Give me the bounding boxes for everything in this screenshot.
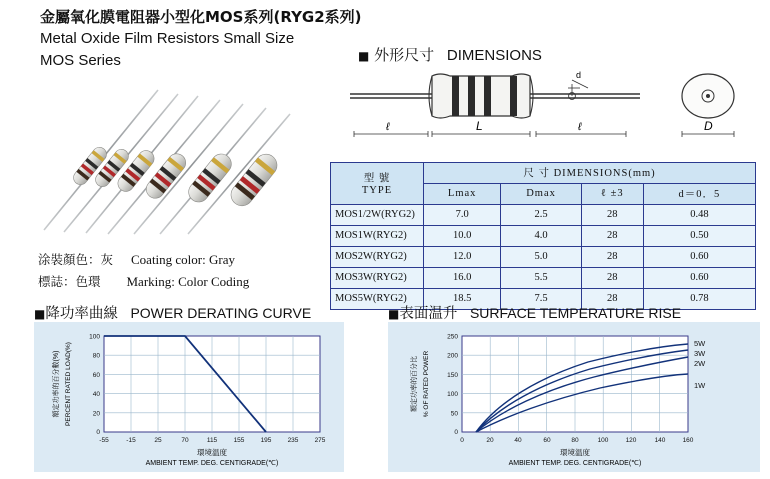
svg-text:140: 140: [654, 437, 666, 444]
derating-heading-en: POWER DERATING CURVE: [130, 305, 312, 321]
label-L: L: [476, 119, 483, 133]
coating-color-en: Coating color: Gray: [131, 252, 235, 267]
cell-d: 0.60: [643, 268, 755, 289]
page-title-english-line2: MOS Series: [40, 52, 121, 69]
dimension-drawing: [340, 62, 760, 152]
table-header-row-1: [331, 163, 756, 184]
svg-text:0: 0: [460, 437, 464, 444]
cell-lmax: 16.0: [424, 268, 501, 289]
cell-lmax: 7.0: [424, 205, 501, 226]
cell-type: MOS1W(RYG2): [331, 226, 424, 247]
cell-dmax: 4.0: [501, 226, 581, 247]
svg-text:-55: -55: [99, 437, 109, 444]
svg-text:20: 20: [92, 410, 100, 418]
cell-l: 28: [581, 226, 643, 247]
derating-heading-cn: 降功率曲線: [45, 306, 118, 322]
power-derating-chart: [34, 322, 344, 472]
svg-text:100: 100: [89, 333, 100, 341]
label-D: D: [704, 119, 713, 133]
svg-text:195: 195: [260, 437, 272, 444]
svg-text:160: 160: [682, 437, 694, 444]
label-l-right: ℓ: [578, 121, 582, 133]
svg-text:150: 150: [447, 371, 458, 379]
derating-xlabel-cn: 環境温度: [197, 448, 227, 457]
bullet-square-icon: ■: [358, 49, 370, 63]
marking-cn: 標誌：色環: [38, 274, 101, 289]
svg-text:120: 120: [625, 437, 637, 444]
svg-text:100: 100: [447, 391, 458, 399]
cell-dmax: 2.5: [501, 205, 581, 226]
svg-text:80: 80: [92, 352, 100, 360]
cell-l: 28: [581, 289, 643, 310]
dimensions-heading-en: DIMENSIONS: [446, 47, 542, 64]
cell-type: MOS2W(RYG2): [331, 247, 424, 268]
cell-l: 28: [581, 268, 643, 289]
cell-type: MOS5W(RYG2): [331, 289, 424, 310]
cell-type: MOS1/2W(RYG2): [331, 205, 424, 226]
svg-text:-15: -15: [126, 437, 136, 444]
header-dimensions-group: 尺 寸 DIMENSIONS(mm): [424, 163, 756, 184]
temprise-heading: [388, 302, 681, 323]
temprise-xlabel-en: AMBIENT TEMP. DEG. CENTIGRADE(℃): [508, 460, 642, 467]
temprise-heading-en: SURFACE TEMPERATURE RISE: [469, 305, 682, 321]
svg-text:0: 0: [96, 429, 100, 436]
svg-text:250: 250: [447, 333, 458, 341]
header-lmax: Lmax: [424, 184, 501, 205]
derating-heading: [34, 302, 311, 323]
label-l-left: ℓ: [386, 121, 390, 133]
cell-l: 28: [581, 247, 643, 268]
svg-text:155: 155: [233, 437, 245, 444]
header-dmax: Dmax: [501, 184, 581, 205]
cell-lmax: 10.0: [424, 226, 501, 247]
coating-color-note: [38, 250, 235, 268]
header-d: d＝0．5: [643, 184, 755, 205]
product-photo: [38, 72, 328, 237]
derating-xlabel-en: AMBIENT TEMP. DEG. CENTIGRADE(℃): [145, 460, 279, 467]
temprise-ylabel-cn: 額定功率的百分比: [411, 356, 418, 412]
header-type-en: TYPE: [361, 185, 393, 196]
cell-lmax: 12.0: [424, 247, 501, 268]
cell-type: MOS3W(RYG2): [331, 268, 424, 289]
svg-text:25: 25: [154, 437, 162, 444]
cell-lmax: 18.5: [424, 289, 501, 310]
svg-text:60: 60: [92, 371, 100, 379]
svg-text:275: 275: [314, 437, 326, 444]
svg-text:80: 80: [571, 437, 579, 444]
svg-text:235: 235: [287, 437, 299, 444]
temprise-heading-cn: 表面温升: [399, 306, 458, 322]
svg-text:60: 60: [543, 437, 551, 444]
legend-2w: 2W: [694, 359, 706, 368]
page-title-chinese: 金屬氧化膜電阻器小型化MOS系列(RYG2系列): [40, 8, 362, 26]
coating-color-cn: 涂裝顏色：灰: [38, 252, 114, 267]
header-l: ℓ ±3: [581, 184, 643, 205]
cell-d: 0.60: [643, 247, 755, 268]
table-row: [331, 205, 756, 226]
bullet-square-icon: ■: [388, 307, 400, 321]
cell-d: 0.78: [643, 289, 755, 310]
cell-dmax: 5.0: [501, 247, 581, 268]
header-type: [331, 163, 424, 205]
chart-legend: [694, 339, 706, 390]
cell-l: 28: [581, 205, 643, 226]
svg-text:40: 40: [92, 391, 100, 399]
svg-text:200: 200: [447, 352, 458, 360]
cell-dmax: 5.5: [501, 268, 581, 289]
svg-text:115: 115: [206, 437, 218, 444]
svg-text:70: 70: [181, 437, 189, 444]
table-row: [331, 268, 756, 289]
surface-temperature-rise-chart: [388, 322, 760, 472]
table-row: [331, 247, 756, 268]
marking-en: Marking: Color Coding: [126, 274, 250, 289]
svg-text:100: 100: [597, 437, 609, 444]
svg-text:20: 20: [486, 437, 494, 444]
derating-ylabel-cn: 額定功率的百分數(%): [53, 350, 60, 418]
derating-ylabel-en: PERCENT RATED LOAD(%): [65, 342, 72, 426]
temprise-xlabel-cn: 環境温度: [560, 448, 590, 457]
svg-text:50: 50: [450, 410, 458, 418]
page-title-english-line1: Metal Oxide Film Resistors Small Size: [40, 30, 295, 47]
cell-dmax: 7.5: [501, 289, 581, 310]
dimensions-table: [330, 162, 756, 310]
label-d-lead: d: [576, 70, 582, 80]
bullet-square-icon: ■: [34, 307, 46, 321]
header-type-cn: 型 號: [363, 173, 391, 184]
legend-5w: 5W: [694, 339, 706, 348]
temprise-ylabel-en: % OF RATED POWER: [423, 350, 430, 418]
cell-d: 0.48: [643, 205, 755, 226]
legend-3w: 3W: [694, 349, 706, 358]
dimensions-heading-cn: 外形尺寸: [374, 46, 435, 64]
svg-text:0: 0: [454, 429, 458, 436]
svg-text:40: 40: [514, 437, 522, 444]
cell-d: 0.50: [643, 226, 755, 247]
table-row: [331, 226, 756, 247]
legend-1w: 1W: [694, 381, 706, 390]
marking-note: [38, 272, 249, 290]
